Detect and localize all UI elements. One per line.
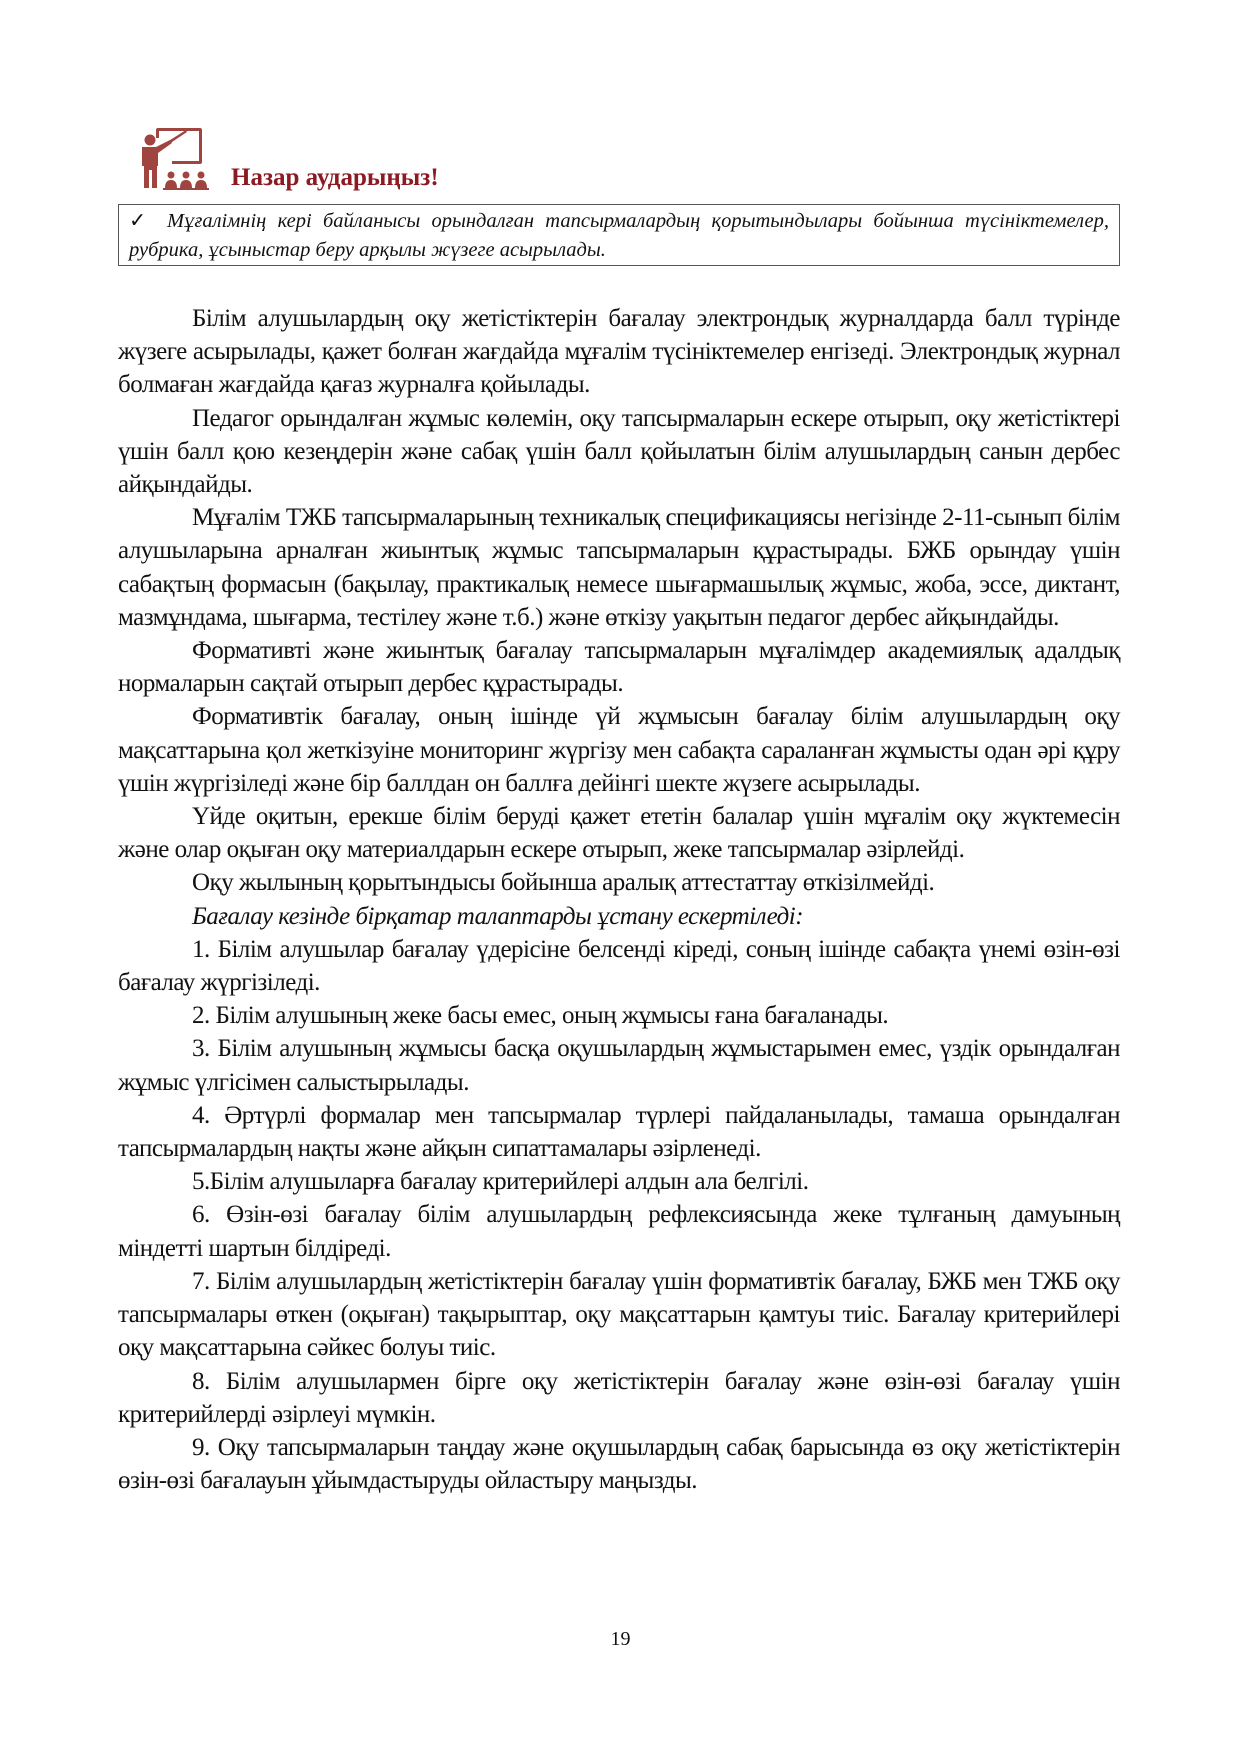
requirement-item: 9. Оқу тапсырмаларын таңдау және оқушылардың сабақ барысында өз оқу жетістіктерін өзін-өзі бағалауын ұйымдастыруды ойластыру маңызды.	[118, 1433, 1120, 1495]
requirement-item: 7. Білім алушылардың жетістіктерін бағалау үшін формативтік бағалау, БЖБ мен ТЖБ оқу тапсырмалары өткен (оқыған) тақырыптар, оқу мақсаттарын қамтуы тиіс. Бағалау критерийлері оқу мақсаттарына сәйкес болуы тиіс.	[118, 1267, 1120, 1362]
teacher-feedback-note	[118, 204, 1120, 266]
teacher-presentation-icon	[136, 126, 226, 190]
requirement-item: 3. Білім алушының жұмысы басқа оқушылардың жұмыстарымен емес, үздік орындалған жұмыс үлгісімен салыстырылады.	[118, 1035, 1120, 1096]
checkmark-icon: ✓	[129, 210, 147, 232]
paragraph: Формативті және жиынтық бағалау тапсырмаларын мұғалімдер академиялық адалдық нормаларын сақтай отырып дербес құрастырады.	[118, 637, 1120, 698]
requirement-item: 5.Білім алушыларға бағалау критерийлері алдын ала белгілі.	[192, 1168, 809, 1196]
requirement-item: 4. Әртүрлі формалар мен тапсырмалар түрлері пайдаланылады, тамаша орындалған тапсырмалардың нақты және айқын сипаттамалары әзірленеді.	[118, 1101, 1120, 1163]
requirement-item: 1. Білім алушылар бағалау үдерісіне белсенді кіреді, соның ішінде сабақта үнемі өзін-өзі бағалау жүргізіледі.	[118, 935, 1120, 997]
requirement-item: 2. Білім алушының жеке басы емес, оның жұмысы ғана бағаланады.	[192, 1002, 889, 1030]
paragraph: Үйде оқитын, ерекше білім беруді қажет ететін балалар үшін мұғалім оқу жүктемесін және олар оқыған оқу материалдарын ескере отырып, жеке тапсырмалар әзірлейді.	[118, 803, 1120, 864]
paragraph: Оқу жылының қорытындысы бойынша аралық аттестаттау өткізілмейді.	[192, 869, 935, 897]
attention-header	[136, 126, 596, 200]
requirement-item: 6. Өзін-өзі бағалау білім алушылардың рефлексиясында жеке тұлғаның дамуының міндетті шартын білдіреді.	[118, 1201, 1120, 1262]
note-text: Мұғалімнің кері байланысы орындалған тапсырмалардың қорытындылары бойынша түсініктемелер, рубрика, ұсыныстар беру арқылы жүзеге асырылады.	[129, 210, 1109, 261]
paragraph: Педагог орындалған жұмыс көлемін, оқу тапсырмаларын ескере отырып, оқу жетістіктері үшін балл қою кезеңдерін және сабақ үшін балл қойылатын білім алушылардың санын дербес айқындайды.	[118, 404, 1120, 499]
body-text	[118, 302, 1120, 1497]
paragraph: Формативтік бағалау, оның ішінде үй жұмысын бағалау білім алушылардың оқу мақсаттарына қол жеткізуіне мониторинг жүргізу мен сабақта сараланған жұмысты одан әрі құру үшін жүргізіледі және бір баллдан он баллға дейінгі шекте жүзеге асырылады.	[118, 703, 1120, 797]
page-number: 19	[610, 1628, 631, 1650]
attention-title: Назар аударыңыз!	[231, 164, 439, 191]
requirement-item: 8. Білім алушылармен бірге оқу жетістіктерін бағалау және өзін-өзі бағалау үшін критерийлерді әзірлеуі мүмкін.	[118, 1367, 1120, 1428]
paragraph: Мұғалім ТЖБ тапсырмаларының техникалық спецификациясы негізінде 2-11-сынып білім алушыларына арналған жиынтық жұмыс тапсырмаларын құрастырады. БЖБ орындау үшін сабақтың формасын (бақылау, практикалық немесе шығармашылық жұмыс, жоба, эссе, диктант, мазмұндама, шығарма, тестілеу және т.б.) және өткізу уақытын педагог дербес айқындайды.	[118, 504, 1120, 631]
paragraph: Білім алушылардың оқу жетістіктерін бағалау электрондық журналдарда балл түрінде жүзеге асырылады, қажет болған жағдайда мұғалім түсініктемелер енгізеді. Электрондық журнал болмаған жағдайда қағаз журналға қойылады.	[118, 305, 1120, 399]
requirements-heading: Бағалау кезінде бірқатар талаптарды ұстану ескертіледі:	[192, 902, 804, 930]
